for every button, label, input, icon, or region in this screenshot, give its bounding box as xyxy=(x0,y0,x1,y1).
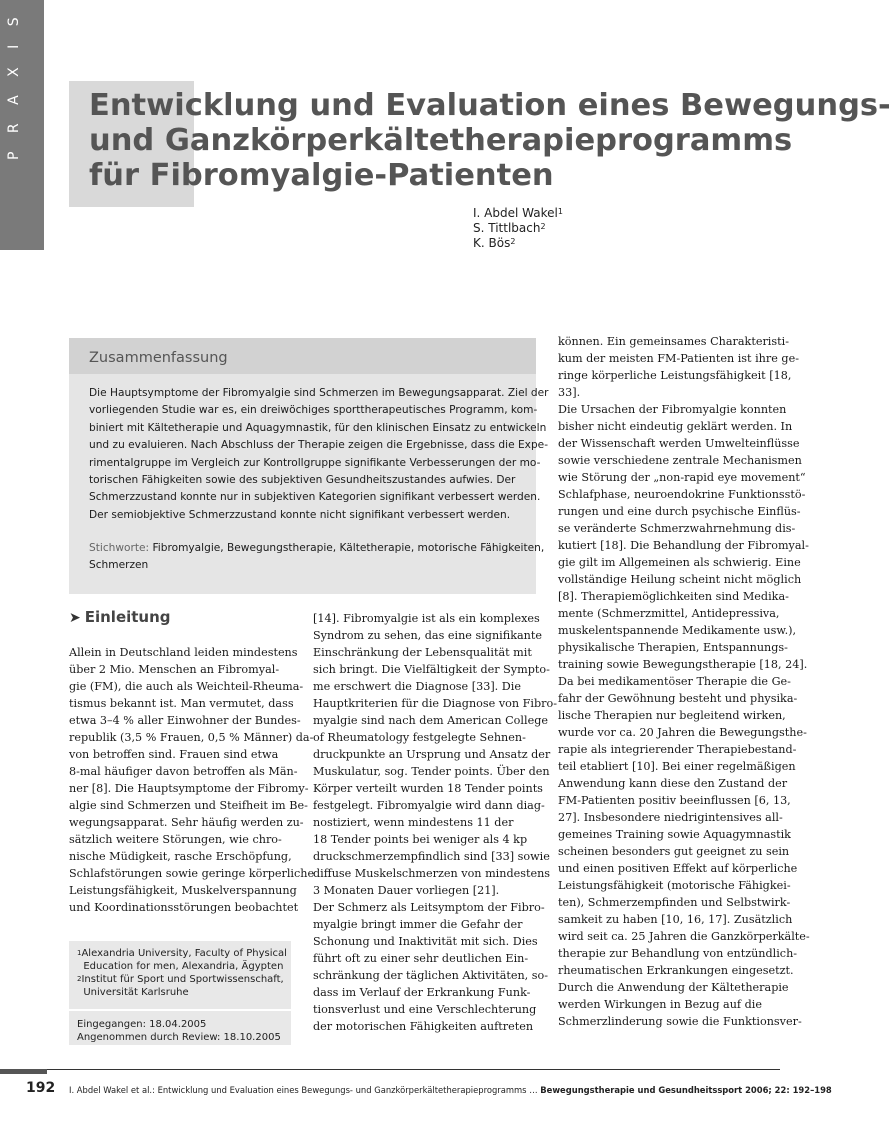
body-text-line: rheumatischen Erkrankungen eingesetzt. xyxy=(558,964,794,977)
body-text-line: tionsverlust und eine Verschlechterung xyxy=(313,1003,537,1016)
abstract-line: torischen Fähigkeiten sowie des subjektiven Gesundheitszustandes aufwies. Der xyxy=(89,474,516,487)
abstract-line: Die Hauptsymptome der Fibromyalgie sind Schmerzen im Bewegungsapparat. Ziel der xyxy=(89,387,549,399)
abstract-heading: Zusammenfassung xyxy=(89,350,228,366)
body-text-line: gemeines Training sowie Aquagymnastik xyxy=(558,828,791,841)
body-text-line: Schlafstörungen sowie geringe körperliche xyxy=(69,867,315,880)
section-heading: ➤ Einleitung xyxy=(69,608,171,626)
body-text-line: schränkung der täglichen Aktivitäten, so- xyxy=(313,969,549,982)
keywords-text: Schmerzen xyxy=(89,559,149,572)
body-column-3 xyxy=(558,333,810,1030)
body-text-line: gie (FM), die auch als Weichteil-Rheuma- xyxy=(69,680,304,693)
body-text-line: republik (3,5 % Frauen, 0,5 % Männer) da- xyxy=(69,731,314,744)
body-text-line: Leistungsfähigkeit, Muskelverspannung xyxy=(69,884,297,897)
affiliation: Universität Karlsruhe xyxy=(83,987,189,998)
abstract-line: biniert mit Kältetherapie und Aquagymnastik, für den klinischen Einsatz zu entwickeln xyxy=(89,421,547,434)
body-text-line: druckpunkte an Ursprung und Ansatz der xyxy=(313,748,551,761)
affiliation-box xyxy=(69,941,291,1045)
affiliation: Education for men, Alexandria, Ägypten xyxy=(83,961,284,972)
body-text-line: myalgie sind nach dem American College xyxy=(313,714,548,727)
body-text-line: dass im Verlauf der Erkrankung Funk- xyxy=(313,986,531,999)
page-number: 192 xyxy=(26,1080,56,1096)
body-text-line: algie sind Schmerzen und Steifheit im Be- xyxy=(69,799,308,812)
body-text-line: rungen und eine durch psychische Einflüs- xyxy=(558,505,801,518)
body-text-line: über 2 Mio. Menschen an Fibromyal- xyxy=(69,663,280,676)
body-text-line: lische Therapien nur begleitend wirken, xyxy=(558,709,786,722)
footer-rule xyxy=(0,1069,780,1070)
divider xyxy=(69,1009,291,1011)
body-text-line: of Rheumatology festgelegte Sehnen- xyxy=(313,731,526,744)
body-text-line: wurde vor ca. 20 Jahren die Bewegungsthe- xyxy=(558,726,807,739)
keywords-text: Fibromyalgie, Bewegungstherapie, Kältetherapie, motorische Fähigkeiten, xyxy=(149,542,545,554)
body-text-line: festgelegt. Fibromyalgie wird dann diag- xyxy=(313,799,545,812)
body-text-line: sich bringt. Die Vielfältigkeit der Sympto- xyxy=(313,663,550,676)
body-text-line: Hauptkriterien für die Diagnose von Fibro- xyxy=(313,697,558,710)
footer-accent-bar xyxy=(0,1069,47,1074)
abstract-box xyxy=(69,338,549,594)
body-text-line: und einen positiven Effekt auf körperliche xyxy=(558,862,798,875)
title-line: für Fibromyalgie-Patienten xyxy=(89,158,554,193)
body-text-line: myalgie bringt immer die Gefahr der xyxy=(313,918,523,931)
body-text-line: etwa 3–4 % aller Einwohner der Bundes- xyxy=(69,714,301,727)
body-text-line: kutiert [18]. Die Behandlung der Fibromyal- xyxy=(558,539,809,552)
article-title xyxy=(89,88,891,193)
body-text-line: Der Schmerz als Leitsymptom der Fibro- xyxy=(313,901,545,914)
body-text-line: muskelentspannende Medikamente usw.), xyxy=(558,624,797,637)
body-text-line: Schlafphase, neuroendokrine Funktionsstö- xyxy=(558,488,806,501)
body-text-line: Die Ursachen der Fibromyalgie konnten xyxy=(558,403,787,416)
affiliation: $^1$Alexandria University, Faculty of Physical xyxy=(77,948,287,959)
body-text-line: der Wissenschaft werden Umwelteinflüsse xyxy=(558,437,800,450)
abstract-text xyxy=(89,385,549,524)
body-text-line: nische Müdigkeit, rasche Erschöpfung, xyxy=(69,850,292,863)
keywords-label: Stichworte: xyxy=(89,542,150,554)
abstract-line: vorliegenden Studie war es, ein dreiwöchiges sporttherapeutisches Programm, kom- xyxy=(89,404,538,417)
body-text-line: FM-Patienten positiv beeinflussen [6, 13, xyxy=(558,794,791,807)
received-date: Eingegangen: 18.04.2005 xyxy=(77,1019,207,1030)
abstract-line: Schmerzzustand konnte nur in subjektiven Kategorien signifikant verbessert werden. xyxy=(89,491,541,504)
abstract-header xyxy=(69,338,536,374)
body-text-line: Muskulatur, sog. Tender points. Über den xyxy=(313,765,550,778)
body-text-line: ten), Schmerzempfinden und Selbstwirk- xyxy=(558,896,791,909)
body-text-line: Einschränkung der Lebensqualität mit xyxy=(313,646,532,659)
body-text-line: Syndrom zu sehen, das eine signifikante xyxy=(313,629,542,642)
body-text-line: druckschmerzempfindlich sind [33] sowie xyxy=(313,850,550,863)
body-text-line: scheinen besonders gut geeignet zu sein xyxy=(558,845,790,858)
body-text-line: nostiziert, wenn mindestens 11 der xyxy=(313,816,514,829)
body-text-line: training sowie Bewegungstherapie [18, 24]. xyxy=(558,658,808,671)
running-footer xyxy=(69,1085,832,1095)
abstract-line: und zu evaluieren. Nach Abschluss der Therapie zeigen die Ergebnisse, dass die Expe- xyxy=(89,439,549,452)
abstract-line: rimentalgruppe im Vergleich zur Kontrollgruppe signifikante Verbesserungen der mo- xyxy=(89,456,541,469)
body-text-line: [8]. Therapiemöglichkeiten sind Medika- xyxy=(558,590,789,603)
body-text-line: Körper verteilt wurden 18 Tender points xyxy=(313,782,543,795)
body-text-line: diffuse Muskelschmerzen von mindestens xyxy=(313,867,551,880)
body-text-line: sätzlich weitere Störungen, wie chro- xyxy=(69,833,282,846)
body-text-line: vollständige Heilung scheint nicht möglich xyxy=(558,573,802,586)
body-column-2 xyxy=(313,610,558,1035)
body-text-line: 33]. xyxy=(558,386,581,399)
body-text-line: tismus bekannt ist. Man vermutet, dass xyxy=(69,697,294,710)
title-line: Entwicklung und Evaluation eines Bewegungs- xyxy=(89,88,891,123)
abstract-line: Der semiobjektive Schmerzzustand konnte nicht signifikant verbessert werden. xyxy=(89,508,511,521)
body-text-line: 18 Tender points bei weniger als 4 kp xyxy=(313,833,528,846)
title-line: und Ganzkörperkältetherapieprogramms xyxy=(89,123,793,158)
body-text-line: therapie zur Behandlung von entzündlich- xyxy=(558,947,798,960)
author: I. Abdel Wakel$^1$ xyxy=(473,206,563,220)
body-text-line: se veränderte Schmerzwahrnehmung dis- xyxy=(558,522,796,535)
body-column-1 xyxy=(69,644,315,916)
body-text-line: 27]. Insbesondere niedrigintensives all- xyxy=(558,811,783,824)
body-text-line: ringe körperliche Leistungsfähigkeit [18, xyxy=(558,369,792,382)
body-text-line: von betroffen sind. Frauen sind etwa xyxy=(69,748,279,761)
author: S. Tittlbach$^2$ xyxy=(473,221,546,235)
dates xyxy=(77,1018,281,1044)
body-text-line: wie Störung der „non-rapid eye movement“ xyxy=(558,471,806,484)
body-text-line: 8-mal häufiger davon betroffen als Män- xyxy=(69,765,298,778)
body-text-line: führt oft zu einer sehr deutlichen Ein- xyxy=(313,952,529,965)
arrow-icon: ➤ xyxy=(69,610,81,626)
body-text-line: Allein in Deutschland leiden mindestens xyxy=(69,646,298,659)
body-text-line: ner [8]. Die Hauptsymptome der Fibromy- xyxy=(69,782,309,795)
running-title: I. Abdel Wakel et al.: Entwicklung und Evaluation eines Bewegungs- und Ganzkörperkältetherapieprogramms … xyxy=(69,1085,541,1095)
body-text-line: Durch die Anwendung der Kältetherapie xyxy=(558,981,789,994)
body-text-line: Schonung und Inaktivität mit sich. Dies xyxy=(313,935,538,948)
body-text-line: rapie als integrierender Therapiebestand- xyxy=(558,743,797,756)
keywords xyxy=(89,540,545,575)
body-text-line: teil etabliert [10]. Bei einer regelmäßigen xyxy=(558,760,796,773)
body-text-line: mente (Schmerzmittel, Antidepressiva, xyxy=(558,607,780,620)
section-label: P R A X I S xyxy=(6,10,22,160)
body-text-line: wegungsapparat. Sehr häufig werden zu- xyxy=(69,816,304,829)
author-list xyxy=(473,206,563,251)
body-text-line: kum der meisten FM-Patienten ist ihre ge- xyxy=(558,352,799,365)
body-text-line: Leistungsfähigkeit (motorische Fähigkei- xyxy=(558,879,791,892)
body-text-line: Anwendung kann diese den Zustand der xyxy=(558,777,788,790)
body-text-line: sowie verschiedene zentrale Mechanismen xyxy=(558,454,802,467)
body-text-line: der motorischen Fähigkeiten auftreten xyxy=(313,1020,534,1033)
body-text-line: Da bei medikamentöser Therapie die Ge- xyxy=(558,675,791,688)
body-text-line: 3 Monaten Dauer vorliegen [21]. xyxy=(313,884,500,897)
accepted-date: Angenommen durch Review: 18.10.2005 xyxy=(77,1032,281,1043)
author: K. Bös$^2$ xyxy=(473,236,516,250)
body-text-line: und Koordinationsstörungen beobachtet xyxy=(69,901,299,914)
affiliations xyxy=(77,947,287,999)
body-text-line: me erschwert die Diagnose [33]. Die xyxy=(313,680,521,693)
body-text-line: fahr der Gewöhnung besteht und physika- xyxy=(558,692,798,705)
body-text-line: können. Ein gemeinsames Charakteristi- xyxy=(558,335,789,348)
affiliation: $^2$Institut für Sport und Sportwissenschaft, xyxy=(77,974,284,985)
body-text-line: bisher nicht eindeutig geklärt werden. In xyxy=(558,420,793,433)
body-text-line: gie gilt im Allgemeinen als schwierig. Eine xyxy=(558,556,801,569)
body-text-line: physikalische Therapien, Entspannungs- xyxy=(558,641,788,654)
body-text-line: wird seit ca. 25 Jahren die Ganzkörperkälte- xyxy=(558,930,810,943)
journal-citation: Bewegungstherapie und Gesundheitssport 2006; 22: 192–198 xyxy=(540,1085,832,1095)
body-text-line: Schmerzlinderung sowie die Funktionsver- xyxy=(558,1015,802,1028)
body-text-line: [14]. Fibromyalgie ist als ein komplexes xyxy=(313,612,540,625)
section-tab xyxy=(0,0,44,250)
body-text-line: samkeit zu haben [10, 16, 17]. Zusätzlich xyxy=(558,913,793,926)
body-text-line: werden Wirkungen in Bezug auf die xyxy=(558,998,762,1011)
